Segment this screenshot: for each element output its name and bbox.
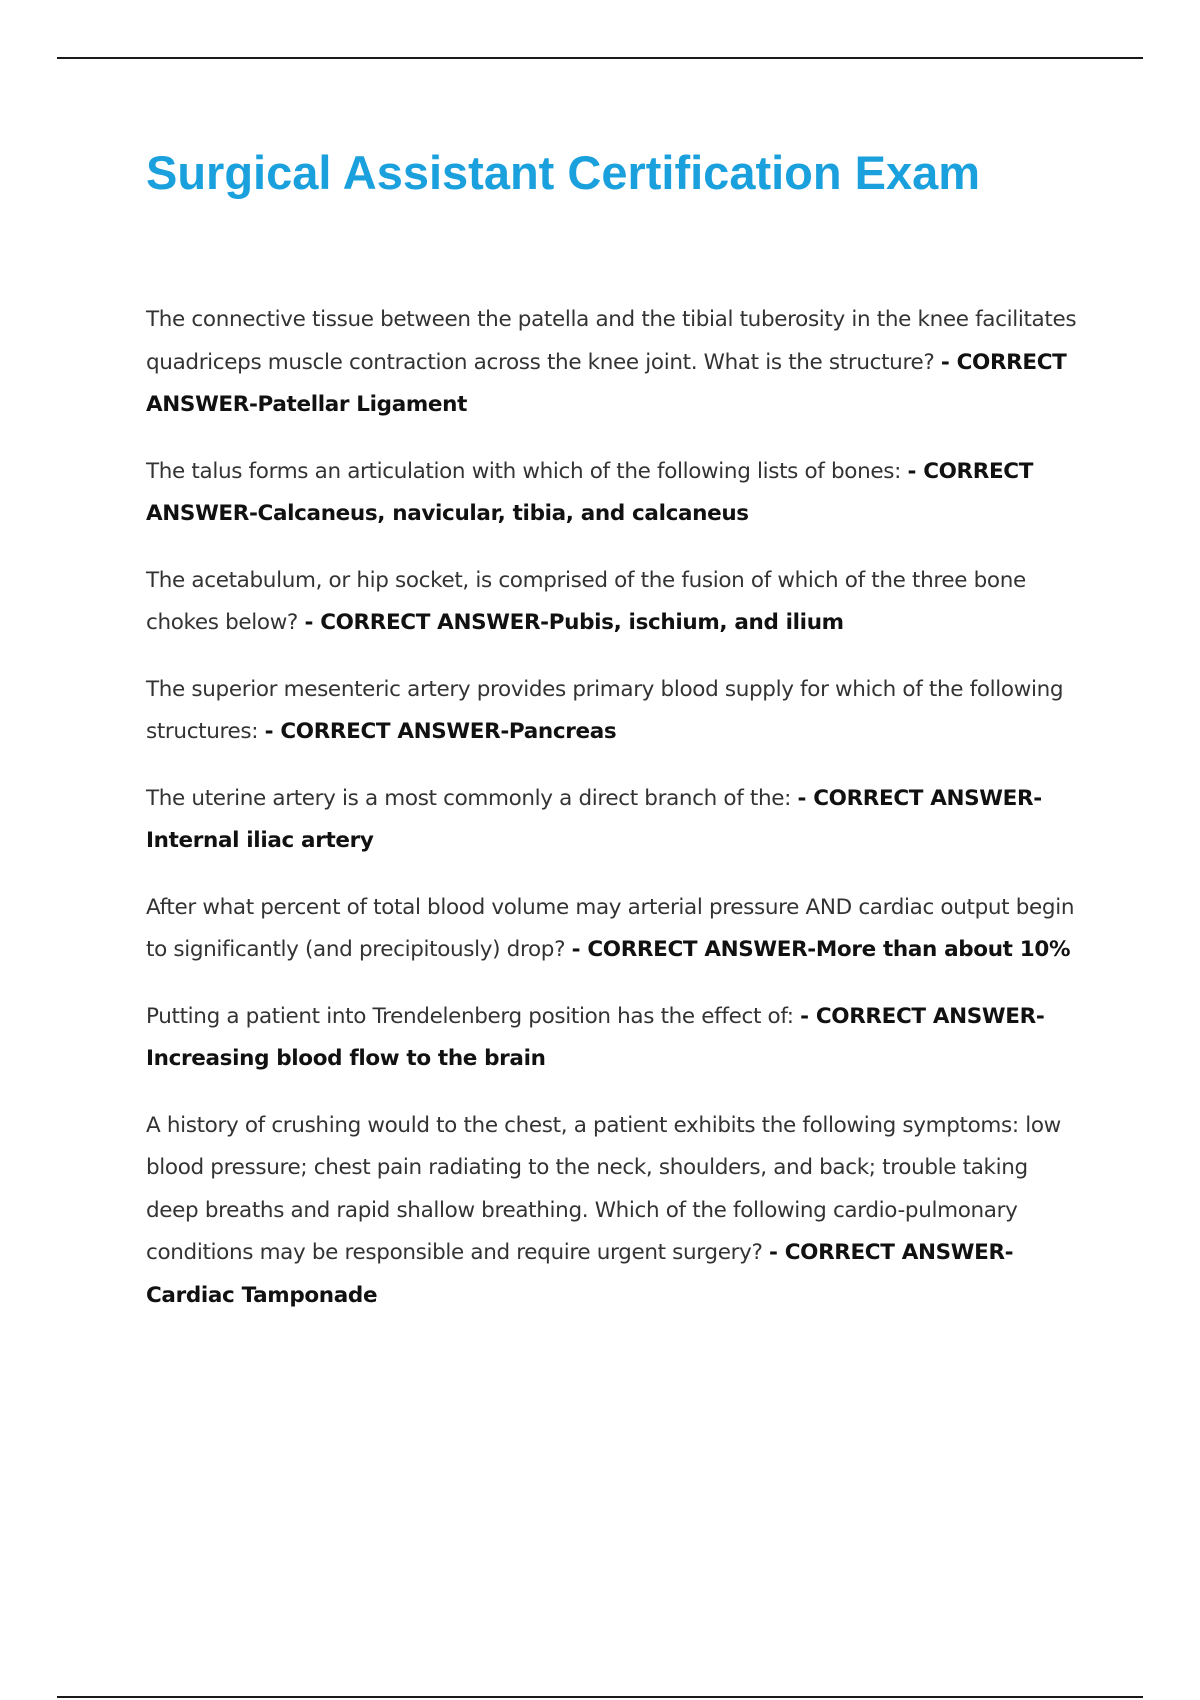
answer-text: - CORRECT ANSWER-Patellar Ligament bbox=[146, 349, 1067, 417]
answer-text: - CORRECT ANSWER-More than about 10% bbox=[571, 937, 1071, 962]
question-item bbox=[146, 996, 1086, 1081]
answer-text: - CORRECT ANSWER-Pancreas bbox=[264, 719, 617, 744]
page-title: Surgical Assistant Certification Exam bbox=[146, 146, 981, 199]
answer-text: - CORRECT ANSWER-Cardiac Tamponade bbox=[146, 1240, 1014, 1308]
question-text: After what percent of total blood volume may arterial pressure AND cardiac output begin to significantly (and precipitously) drop? bbox=[146, 894, 1075, 962]
question-item bbox=[146, 560, 1086, 645]
question-text: The talus forms an articulation with which of the following lists of bones: bbox=[146, 458, 901, 484]
question-text: A history of crushing would to the chest, a patient exhibits the following symptoms: low blood pressure; chest pain radiating to the neck, shoulders, and back; trouble taking deep breaths and rapid shallow breathing. Which of the following cardio-pulmonary conditions may be responsible and require urgent surgery? bbox=[146, 1112, 1061, 1265]
question-text: Putting a patient into Trendelenberg position has the effect of: bbox=[146, 1003, 794, 1029]
question-text: The acetabulum, or hip socket, is comprised of the fusion of which of the three bone chokes below? bbox=[146, 567, 1026, 635]
question-text: The connective tissue between the patella and the tibial tuberosity in the knee facilitates quadriceps muscle contraction across the knee joint. What is the structure? bbox=[146, 307, 1077, 375]
question-item bbox=[146, 451, 1086, 536]
bottom-divider bbox=[57, 1696, 1143, 1698]
question-item bbox=[146, 299, 1086, 427]
question-item bbox=[146, 778, 1086, 863]
question-list bbox=[146, 299, 1086, 1341]
answer-text: - CORRECT ANSWER-Calcaneus, navicular, tibia, and calcaneus bbox=[146, 458, 1034, 526]
question-item bbox=[146, 887, 1086, 972]
question-item bbox=[146, 669, 1086, 754]
question-item bbox=[146, 1105, 1086, 1318]
answer-text: - CORRECT ANSWER-Increasing blood flow to the brain bbox=[146, 1003, 1045, 1071]
question-text: The uterine artery is a most commonly a direct branch of the: bbox=[146, 785, 792, 811]
top-divider bbox=[57, 57, 1143, 59]
answer-text: - CORRECT ANSWER-Internal iliac artery bbox=[146, 785, 1042, 853]
question-text: The superior mesenteric artery provides primary blood supply for which of the following structures: bbox=[146, 676, 1064, 744]
answer-text: - CORRECT ANSWER-Pubis, ischium, and ilium bbox=[304, 610, 844, 635]
